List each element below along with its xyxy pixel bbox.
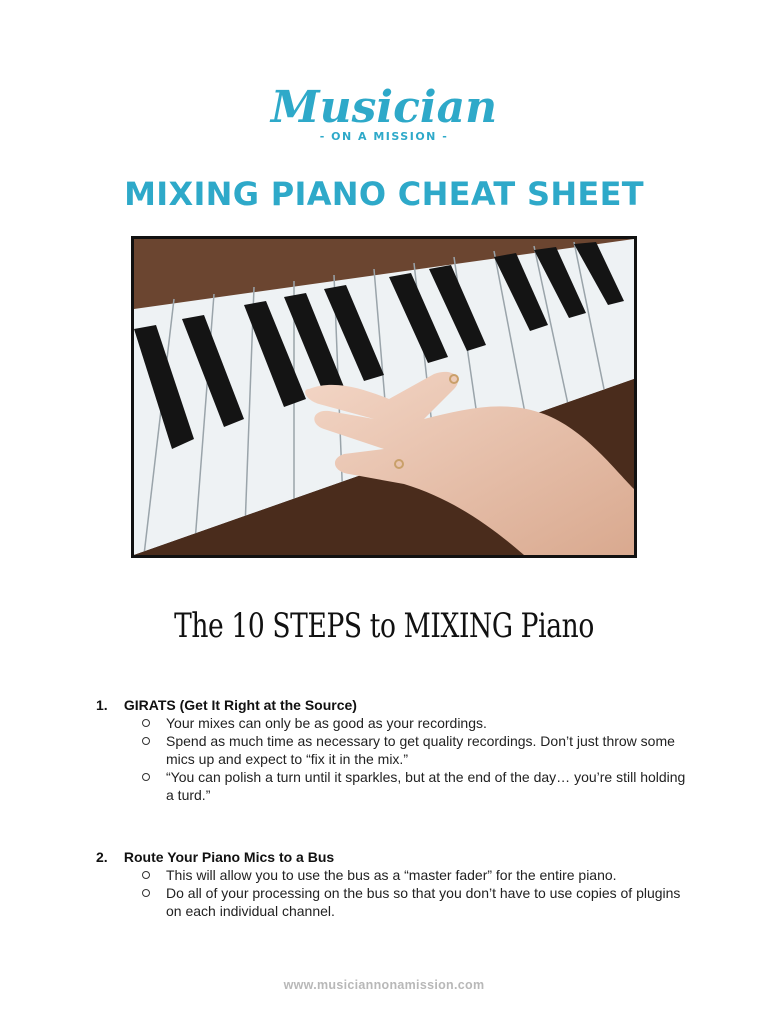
logo-tagline: - ON A MISSION - bbox=[319, 130, 449, 143]
bullet-circle-icon bbox=[142, 889, 150, 897]
footer-url[interactable]: www.musiciannonamission.com bbox=[283, 978, 485, 992]
step-title-text: GIRATS (Get It Right at the Source) bbox=[123, 697, 357, 713]
bullet-text: This will allow you to use the bus as a “master fader” for the entire piano. bbox=[166, 867, 617, 883]
steps-heading: The 10 STEPS to MIXING Piano bbox=[174, 606, 594, 646]
bullet-text: “You can polish a turn until it sparkles, but at the end of the day… you’re still holding a turd.” bbox=[166, 769, 686, 803]
bullet-circle-icon bbox=[142, 737, 150, 745]
list-item bbox=[142, 884, 696, 920]
step-title bbox=[96, 848, 696, 866]
brand-logo bbox=[0, 84, 768, 143]
step-number: 2. bbox=[96, 849, 108, 865]
step-1 bbox=[96, 696, 696, 804]
list-item bbox=[142, 768, 696, 804]
list-item bbox=[142, 866, 696, 884]
piano-illustration bbox=[134, 239, 634, 555]
list-item bbox=[142, 732, 696, 768]
bullet-text: Your mixes can only be as good as your recordings. bbox=[166, 715, 487, 731]
bullet-circle-icon bbox=[142, 773, 150, 781]
step-2 bbox=[96, 848, 696, 920]
bullet-text: Do all of your processing on the bus so that you don’t have to use copies of plugins on each individual channel. bbox=[166, 885, 681, 919]
step-bullets bbox=[96, 714, 696, 804]
bullet-circle-icon bbox=[142, 871, 150, 879]
logo-wordmark: Musician bbox=[270, 82, 498, 133]
step-bullets bbox=[96, 866, 696, 920]
step-title-text: Route Your Piano Mics to a Bus bbox=[123, 849, 335, 865]
piano-hand-photo bbox=[131, 236, 637, 558]
list-item bbox=[142, 714, 696, 732]
page-title: MIXING PIANO CHEAT SHEET bbox=[124, 175, 644, 213]
step-number: 1. bbox=[96, 697, 108, 713]
bullet-text: Spend as much time as necessary to get quality recordings. Don’t just throw some mics up and expect to “fix it in the mix.” bbox=[166, 733, 675, 767]
bullet-circle-icon bbox=[142, 719, 150, 727]
step-title bbox=[96, 696, 696, 714]
